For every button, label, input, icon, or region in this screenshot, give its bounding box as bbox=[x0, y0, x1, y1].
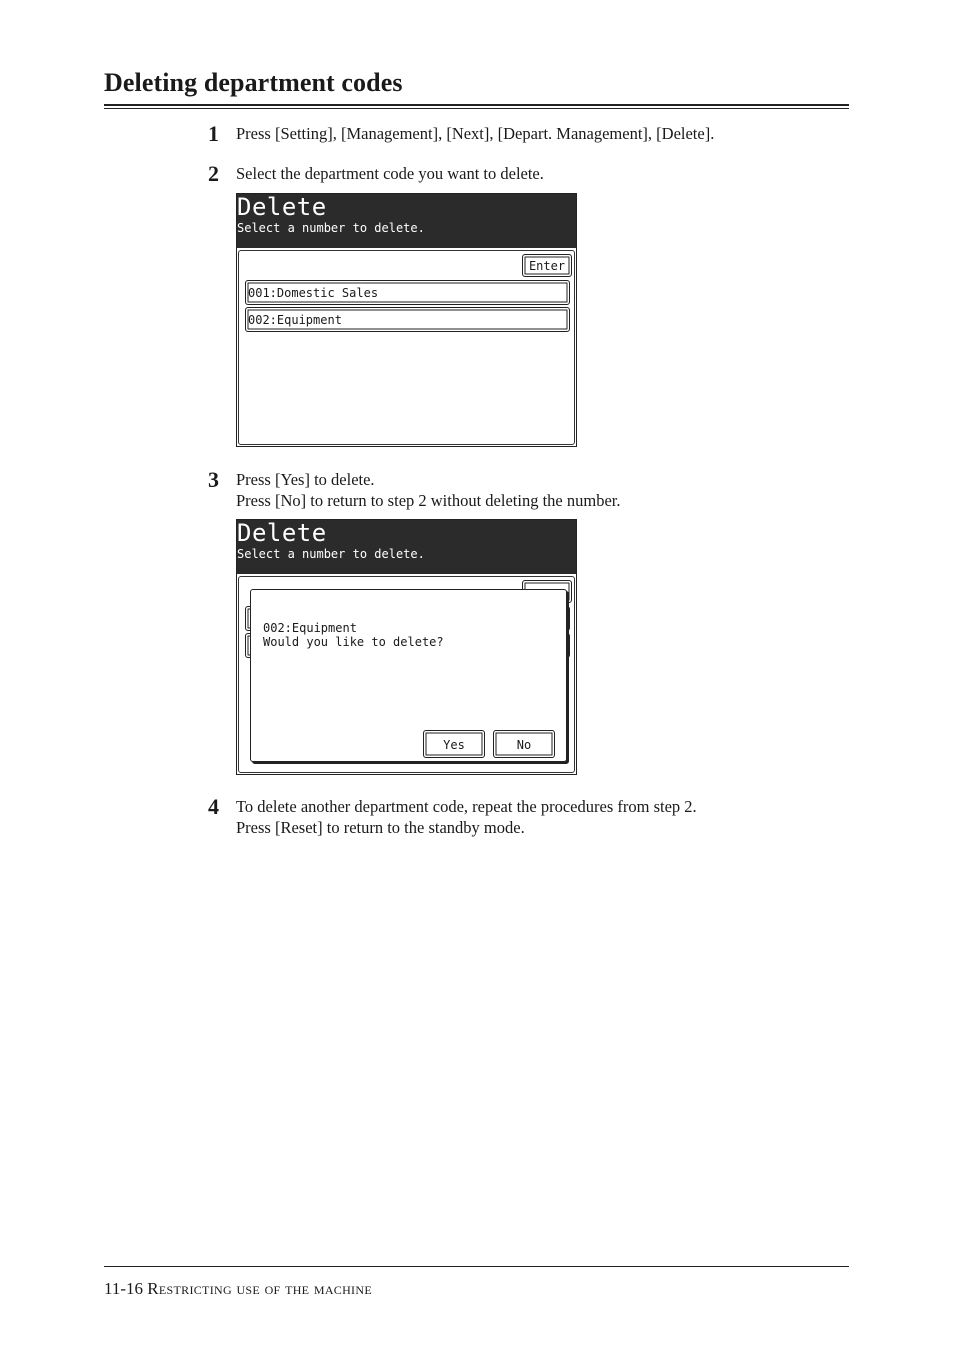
page-number: 11-16 bbox=[104, 1279, 144, 1298]
screen-body bbox=[238, 576, 575, 773]
delete-screen-list bbox=[236, 193, 577, 447]
department-item-002[interactable]: 002:Equipment bbox=[245, 307, 570, 332]
section-name: Restricting use of the machine bbox=[147, 1279, 372, 1298]
screen-header bbox=[237, 194, 576, 248]
step-4-number: 4 bbox=[208, 794, 219, 819]
department-item-001[interactable]: 001:Domestic Sales bbox=[245, 280, 570, 305]
page-title: Deleting department codes bbox=[104, 68, 403, 97]
screen-title: Delete bbox=[237, 193, 327, 221]
step-2-text: Select the department code you want to delete. bbox=[236, 164, 544, 183]
footer-rule bbox=[104, 1266, 849, 1267]
step-3-number: 3 bbox=[208, 467, 219, 492]
step-3-text-line1: Press [Yes] to delete. bbox=[236, 470, 375, 489]
delete-screen-confirm bbox=[236, 519, 577, 775]
screen-body bbox=[238, 250, 575, 445]
page-footer bbox=[104, 1279, 372, 1299]
title-rule-thin bbox=[104, 108, 849, 109]
screen-title: Delete bbox=[237, 519, 327, 547]
title-rule-thick bbox=[104, 104, 849, 106]
screen-subtitle: Select a number to delete. bbox=[237, 221, 425, 235]
screen-header bbox=[237, 520, 576, 574]
step-1-text: Press [Setting], [Management], [Next], [Depart. Management], [Delete]. bbox=[236, 124, 715, 143]
step-4-text-line2: Press [Reset] to return to the standby mode. bbox=[236, 818, 525, 837]
step-1-number: 1 bbox=[208, 121, 219, 146]
dialog-item-name: 002:Equipment bbox=[263, 621, 357, 635]
step-4-text-line1: To delete another department code, repeat the procedures from step 2. bbox=[236, 797, 697, 816]
enter-button[interactable]: Enter bbox=[522, 254, 572, 277]
no-button[interactable]: No bbox=[493, 730, 555, 758]
yes-button[interactable]: Yes bbox=[423, 730, 485, 758]
screen-subtitle: Select a number to delete. bbox=[237, 547, 425, 561]
confirm-dialog bbox=[250, 589, 567, 762]
step-3-text-line2: Press [No] to return to step 2 without deleting the number. bbox=[236, 491, 621, 510]
step-2-number: 2 bbox=[208, 161, 219, 186]
dialog-question: Would you like to delete? bbox=[263, 635, 444, 649]
